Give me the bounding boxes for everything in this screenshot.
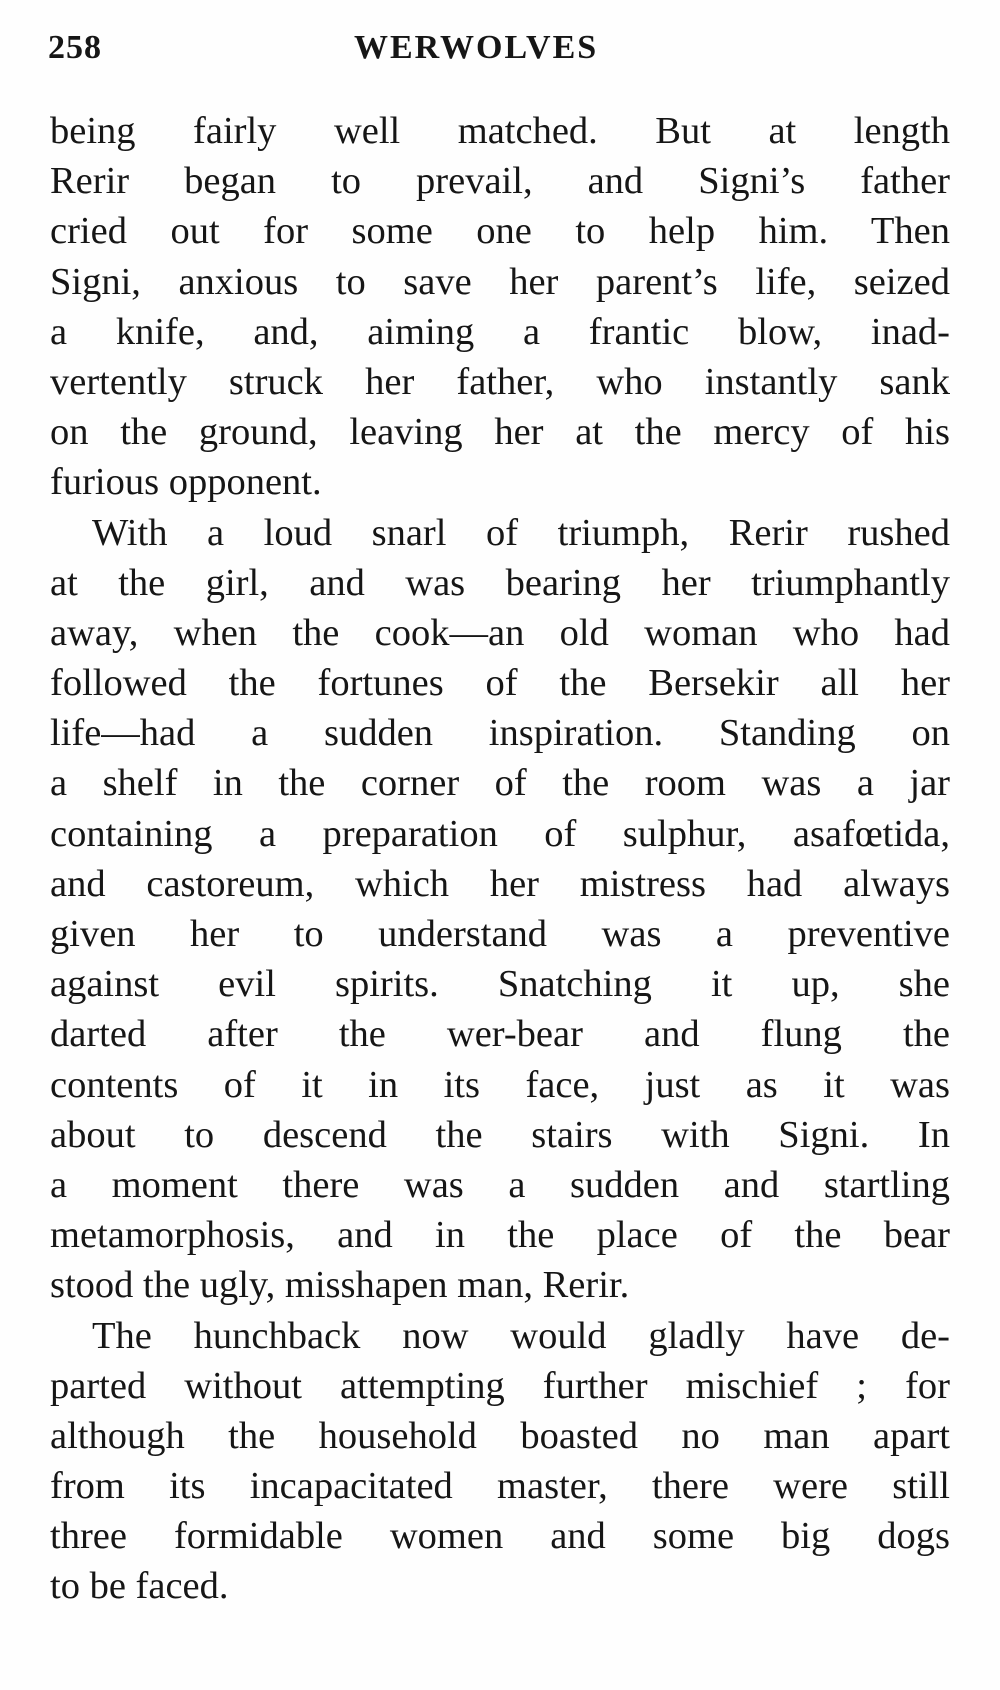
text-line: life—had a sudden inspiration. Standing on: [50, 712, 950, 755]
text-line: a moment there was a sudden and startling: [50, 1163, 950, 1206]
text-line: at the girl, and was bearing her triumphantly: [50, 561, 950, 604]
body-text: [50, 106, 950, 1612]
text-line: three formidable women and some big dogs: [50, 1515, 950, 1558]
paragraph-3: [50, 1311, 950, 1612]
text-line: vertently struck her father, who instantly sank: [50, 360, 950, 403]
text-line: away, when the cook—an old woman who had: [50, 611, 950, 654]
text-line: cried out for some one to help him. Then: [50, 210, 950, 253]
text-line: Rerir began to prevail, and Signi’s father: [50, 160, 950, 203]
text-line: being fairly well matched. But at length: [50, 110, 950, 152]
text-line: The hunchback now would gladly have de-: [92, 1314, 950, 1357]
text-line: contents of it in its face, just as it was: [50, 1063, 950, 1106]
text-line: furious opponent.: [50, 461, 322, 504]
text-line: and castoreum, which her mistress had always: [50, 862, 950, 905]
text-line: Signi, anxious to save her parent’s life, seized: [50, 260, 950, 303]
text-line: stood the ugly, misshapen man, Rerir.: [50, 1264, 630, 1307]
text-line: from its incapacitated master, there were still: [50, 1465, 950, 1508]
text-line: about to descend the stairs with Signi. In: [50, 1113, 950, 1156]
paragraph-2: [50, 508, 950, 1311]
text-line: given her to understand was a preventive: [50, 913, 950, 955]
text-line: on the ground, leaving her at the mercy of his: [50, 411, 950, 454]
text-line: parted without attempting further mischief ; for: [50, 1364, 950, 1407]
text-line: against evil spirits. Snatching it up, she: [50, 963, 950, 1006]
page-number: 258: [48, 29, 102, 66]
text-line: With a loud snarl of triumph, Rerir rushed: [92, 511, 950, 554]
text-line: a knife, and, aiming a frantic blow, inad-: [50, 310, 950, 353]
text-line: a shelf in the corner of the room was a jar: [50, 762, 950, 805]
text-line: containing a preparation of sulphur, asafœtida,: [50, 812, 950, 855]
text-line: although the household boasted no man apart: [50, 1414, 950, 1457]
text-line: darted after the wer-bear and flung the: [50, 1013, 950, 1056]
text-line: metamorphosis, and in the place of the bear: [50, 1214, 950, 1257]
paragraph-1: [50, 106, 950, 508]
text-line: followed the fortunes of the Bersekir all her: [50, 662, 950, 705]
running-head: [48, 22, 948, 72]
running-title: WERWOLVES: [354, 29, 599, 66]
text-line: to be faced.: [50, 1565, 229, 1608]
